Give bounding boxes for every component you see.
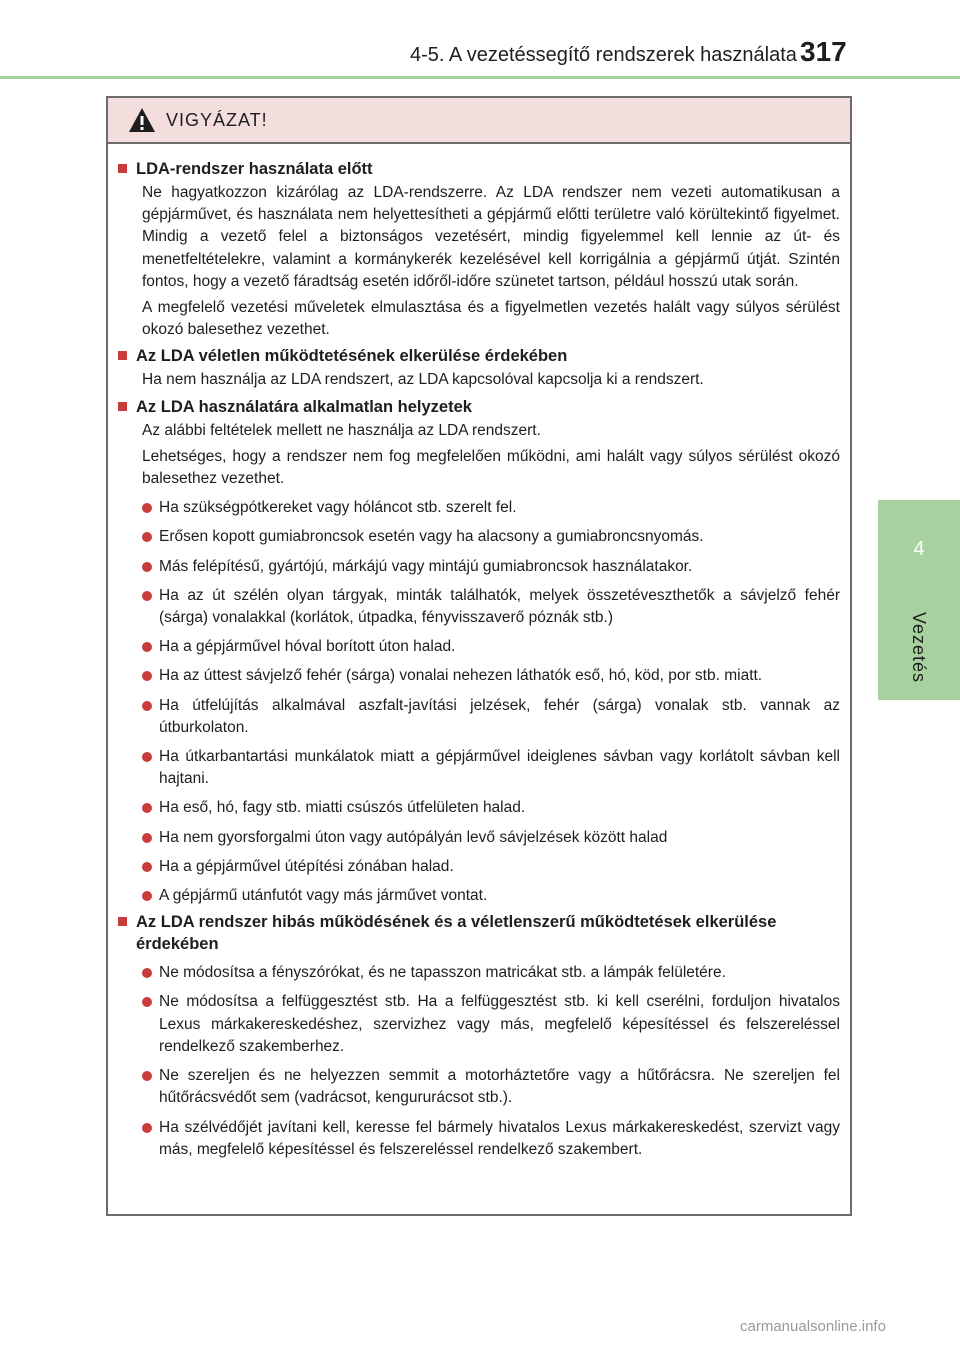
round-bullet-icon (142, 968, 152, 978)
round-bullet-icon (142, 671, 152, 681)
bullet-text: Ha útfelújítás alkalmával aszfalt-javítási jelzések, fehér (sárga) vonalak stb. vannak az útburkolaton. (159, 696, 840, 736)
bullet-item (142, 497, 840, 519)
bullet-text: Ne módosítsa a felfüggesztést stb. Ha a felfüggesztést stb. ki kell cserélni, forduljon hivatalos Lexus márkakereskedéshez, szervizhez vagy más, megfelelő képesítéssel és felszereléssel rendelkező szakemberhez. (159, 993, 840, 1055)
section-heading-text: LDA-rendszer használata előtt (136, 160, 373, 178)
bullet-item (142, 636, 840, 658)
paragraph: Az alábbi feltételek mellett ne használja az LDA rendszert. (142, 421, 541, 439)
section-heading (118, 158, 840, 180)
round-bullet-icon (142, 701, 152, 711)
watermark: carmanualsonline.info (740, 1318, 886, 1335)
bullet-item (142, 585, 840, 629)
bullet-text: Ha eső, hó, fagy stb. miatti csúszós útfelületen halad. (159, 799, 526, 817)
square-bullet-icon (118, 402, 127, 411)
paragraph: Lehetséges, hogy a rendszer nem fog megfelelően működni, ami halált vagy súlyos sérülést okozó balesethez vezethet. (142, 447, 840, 488)
round-bullet-icon (142, 862, 152, 872)
bullet-text: Ha a gépjárművel hóval borított úton halad. (159, 638, 456, 656)
round-bullet-icon (142, 591, 152, 601)
section-0 (118, 158, 840, 341)
bullet-text: Más felépítésű, gyártójú, márkájú vagy mintájú gumiabroncsok használatakor. (159, 557, 693, 575)
bullet-item (142, 526, 840, 548)
section-heading-text: Az LDA használatára alkalmatlan helyzetek (136, 397, 472, 416)
header-rule (0, 76, 960, 79)
warning-content (108, 144, 850, 1161)
warning-header (108, 98, 850, 144)
section-heading-text: Az LDA rendszer hibás működésének és a véletlenszerű működtetések elkerülése érdekében (136, 913, 777, 954)
section-heading (118, 345, 840, 367)
bullet-item (142, 856, 840, 878)
chapter-label: Vezetés (909, 612, 929, 684)
round-bullet-icon (142, 891, 152, 901)
round-bullet-icon (142, 833, 152, 843)
chapter-number: 4 (913, 538, 925, 560)
bullet-item (142, 827, 840, 849)
bullet-text: Ha szélvédőjét javítani kell, keresse fel bármely hivatalos Lexus márkakereskedést, szervizt vagy más, megfelelő képesítéssel és felszereléssel rendelkező szakembert. (159, 1118, 840, 1158)
page-number: 317 (800, 36, 847, 67)
bullet-text: Ne módosítsa a fényszórókat, és ne tapasszon matricákat stb. a lámpák felületére. (159, 964, 726, 982)
bullet-item (142, 991, 840, 1058)
bullet-item (142, 962, 840, 984)
bullet-item (142, 1117, 840, 1161)
bullet-text: Ha útkarbantartási munkálatok miatt a gépjárművel ideiglenes sávban vagy korlátolt sávban kell hajtani. (159, 748, 840, 788)
round-bullet-icon (142, 752, 152, 762)
round-bullet-icon (142, 503, 152, 513)
bullet-item (142, 556, 840, 578)
warning-box (106, 96, 852, 1216)
round-bullet-icon (142, 1123, 152, 1133)
section-heading (118, 911, 840, 955)
section-heading-text: Az LDA véletlen működtetésének elkerülése érdekében (136, 347, 568, 366)
bullet-item (142, 746, 840, 790)
section-3 (118, 911, 840, 1161)
round-bullet-icon (142, 997, 152, 1007)
square-bullet-icon (118, 164, 127, 173)
bullet-item (142, 665, 840, 687)
bullet-item (142, 797, 840, 819)
paragraph: Ha nem használja az LDA rendszert, az LDA kapcsolóval kapcsolja ki a rendszert. (142, 371, 704, 389)
round-bullet-icon (142, 532, 152, 542)
square-bullet-icon (118, 351, 127, 360)
bullet-text: Ne szereljen és ne helyezzen semmit a motorháztetőre vagy a hűtőrácsra. Ne szereljen fel hűtőrácsvédőt sem (vadrácsot, kengururácsot stb.). (159, 1067, 840, 1107)
bullet-item (142, 695, 840, 739)
bullet-text: Ha az úttest sávjelző fehér (sárga) vonalai nehezen láthatók eső, hó, köd, por stb. miatt. (159, 667, 763, 685)
section-2 (118, 396, 840, 908)
bullet-text: Ha nem gyorsforgalmi úton vagy autópályán levő sávjelzések között halad (159, 828, 668, 846)
bullet-text: Erősen kopott gumiabroncsok esetén vagy ha alacsony a gumiabroncsnyomás. (159, 528, 704, 546)
paragraph: Ne hagyatkozzon kizárólag az LDA-rendszerre. Az LDA rendszer nem vezeti automatikusan a gépjárművet, és használata nem helyettesítheti a gépjármű előtti területre való körültekintő figyelmet. Mindig a vezető felel a biztonságos vezetésért, mindig figyelemmel kell lennie az út- és menetfeltételekre, valamint a kormánykerék kezelésével kell korrigálnia a gépjármű útját. Szintén fontos, hogy a vezető fáradtság esetén időről-időre szünetet tartson, például hosszú utak során. (142, 184, 840, 290)
square-bullet-icon (118, 917, 127, 926)
section-1 (118, 345, 840, 391)
section-heading (118, 396, 840, 418)
running-header-title: 4-5. A vezetéssegítő rendszerek használata (410, 44, 797, 66)
bullet-text: Ha az út szélén olyan tárgyak, minták találhatók, melyek összetéveszthetők a sávjelző fehér (sárga) vonalakkal (korlátok, útpadka, fényvisszaverő póznák stb.) (159, 586, 840, 627)
bullet-text: Ha a gépjárművel útépítési zónában halad. (159, 857, 454, 875)
bullet-text: A gépjármű utánfutót vagy más járművet vontat. (159, 887, 488, 905)
paragraph: A megfelelő vezetési műveletek elmulasztása és a figyelmetlen vezetés halált vagy súlyos sérülést okozó balesethez vezethet. (142, 299, 840, 339)
warning-title: VIGYÁZAT! (166, 109, 268, 130)
bullet-item (142, 1065, 840, 1109)
round-bullet-icon (142, 642, 152, 652)
round-bullet-icon (142, 803, 152, 813)
bullet-item (142, 885, 840, 907)
bullet-text: Ha szükségpótkereket vagy hóláncot stb. szerelt fel. (159, 499, 517, 517)
round-bullet-icon (142, 562, 152, 572)
round-bullet-icon (142, 1071, 152, 1081)
warning-triangle-icon (128, 107, 156, 133)
